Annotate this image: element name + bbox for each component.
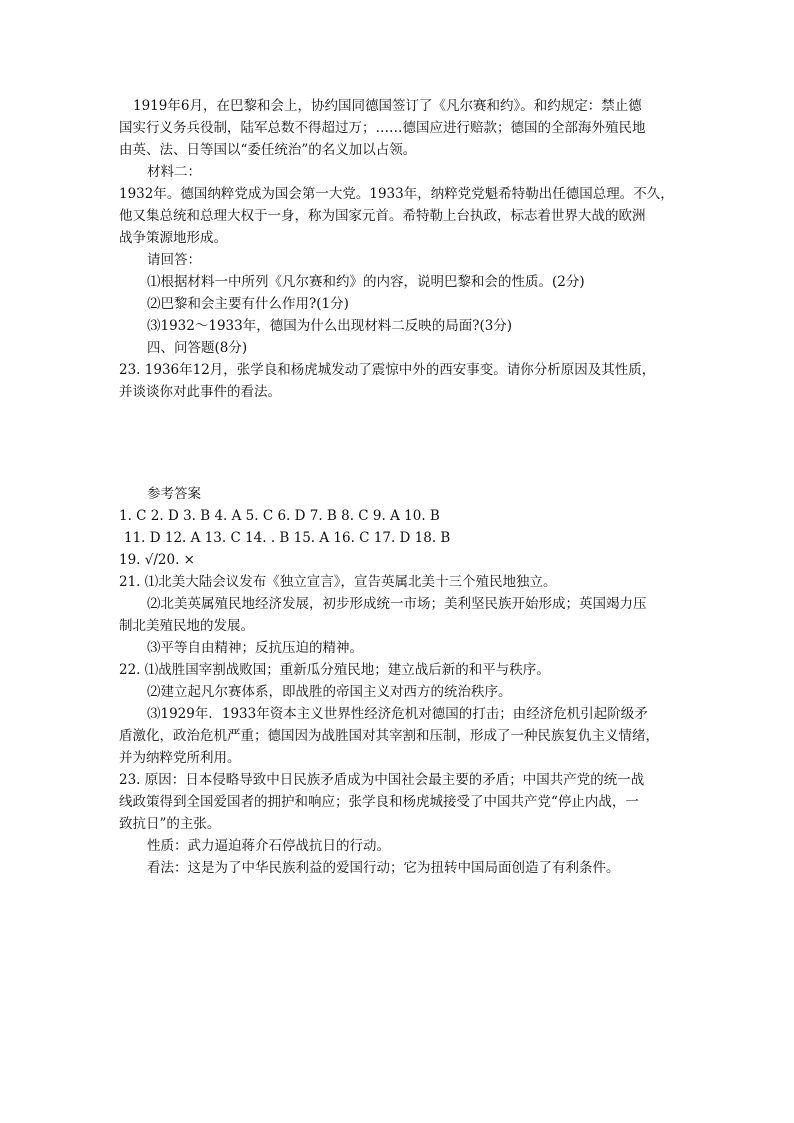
- answer-22-line-2: ⑵建立起凡尔赛体系，即战胜的帝国主义对西方的统治秩序。: [147, 684, 512, 700]
- question-3: ⑶1932～1933年，德国为什么出现材料二反映的局面?(3分): [147, 318, 513, 334]
- material-two-line-1: 1932年。德国纳粹党成为国会第一大党。1933年，纳粹党党魁希特勒出任德国总理。不久，: [119, 186, 674, 202]
- answer-22-line-4: 盾激化，政治危机严重；德国因为战胜国对其宰割和压制，形成了一种民族复仇主义情绪，: [119, 728, 659, 744]
- answer-23-line-1: 23. 原因：日本侵略导致中日民族矛盾成为中国社会最主要的矛盾；中国共产党的统一战: [119, 772, 645, 788]
- answer-21-line-3: 制北美殖民地的发展。: [119, 618, 254, 634]
- judge-answers-row: 19. √/20. ×: [119, 552, 195, 568]
- answer-21-line-2: ⑵北美英属殖民地经济发展，初步形成统一市场；美利坚民族开始形成；英国竭力压: [147, 596, 647, 612]
- answer-22-line-3: ⑶1929年．1933年资本主义世界性经济危机对德国的打击；由经济危机引起阶级矛: [147, 706, 648, 722]
- answer-21-line-1: 21. ⑴北美大陆会议发布《独立宣言》，宣告英属北美十三个殖民地独立。: [119, 574, 557, 590]
- material-one-line-2: 国实行义务兵役制，陆军总数不得超过万；……德国应进行赔款；德国的全部海外殖民地: [119, 120, 646, 136]
- material-two-line-2: 他又集总统和总理大权于一身，称为国家元首。希特勒上台执政，标志着世界大战的欧洲: [119, 208, 646, 224]
- answer-21-line-4: ⑶平等自由精神；反抗压迫的精神。: [147, 640, 363, 656]
- question-23-line-2: 并谈谈你对此事件的看法。: [119, 384, 281, 400]
- choice-answers-row-2: 11. D 12. A 13. C 14. . B 15. A 16. C 17. D 18. B: [124, 530, 451, 546]
- answer-23-line-2: 线政策得到全国爱国者的拥护和响应；张学良和杨虎城接受了中国共产党“停止内战，一: [119, 794, 639, 810]
- answer-22-line-5: 并为纳粹党所利用。: [119, 750, 241, 766]
- material-two-line-3: 战争策源地形成。: [119, 230, 227, 246]
- answers-heading: 参考答案: [147, 486, 201, 502]
- material-one-line-3: 由英、法、日等国以“委任统治”的名义加以占领。: [119, 142, 417, 158]
- ask-heading: 请回答：: [147, 252, 201, 268]
- answer-22-line-1: 22. ⑴战胜国宰割战败国；重新瓜分殖民地；建立战后新的和平与秩序。: [119, 662, 550, 678]
- answer-23-view: 看法：这是为了中华民族利益的爱国行动；它为扭转中国局面创造了有利条件。: [147, 860, 620, 876]
- material-two-heading: 材料二：: [147, 164, 201, 180]
- question-1: ⑴根据材料一中所列《凡尔赛和约》的内容，说明巴黎和会的性质。(2分): [147, 274, 585, 290]
- question-2: ⑵巴黎和会主要有什么作用?(1分): [147, 296, 349, 312]
- answer-23-nature: 性质：武力逼迫蒋介石停战抗日的行动。: [147, 838, 390, 854]
- section-four-heading: 四、问答题(8分): [147, 340, 248, 356]
- answer-23-line-3: 致抗日”的主张。: [119, 816, 221, 832]
- question-23-line-1: 23. 1936年12月，张学良和杨虎城发动了震惊中外的西安事变。请你分析原因及其性质，: [119, 362, 656, 378]
- choice-answers-row-1: 1. C 2. D 3. B 4. A 5. C 6. D 7. B 8. C 9. A 10. B: [119, 508, 440, 524]
- material-one-line-1: 1919年6月，在巴黎和会上，协约国同德国签订了《凡尔赛和约》。和约规定：禁止德: [133, 98, 642, 114]
